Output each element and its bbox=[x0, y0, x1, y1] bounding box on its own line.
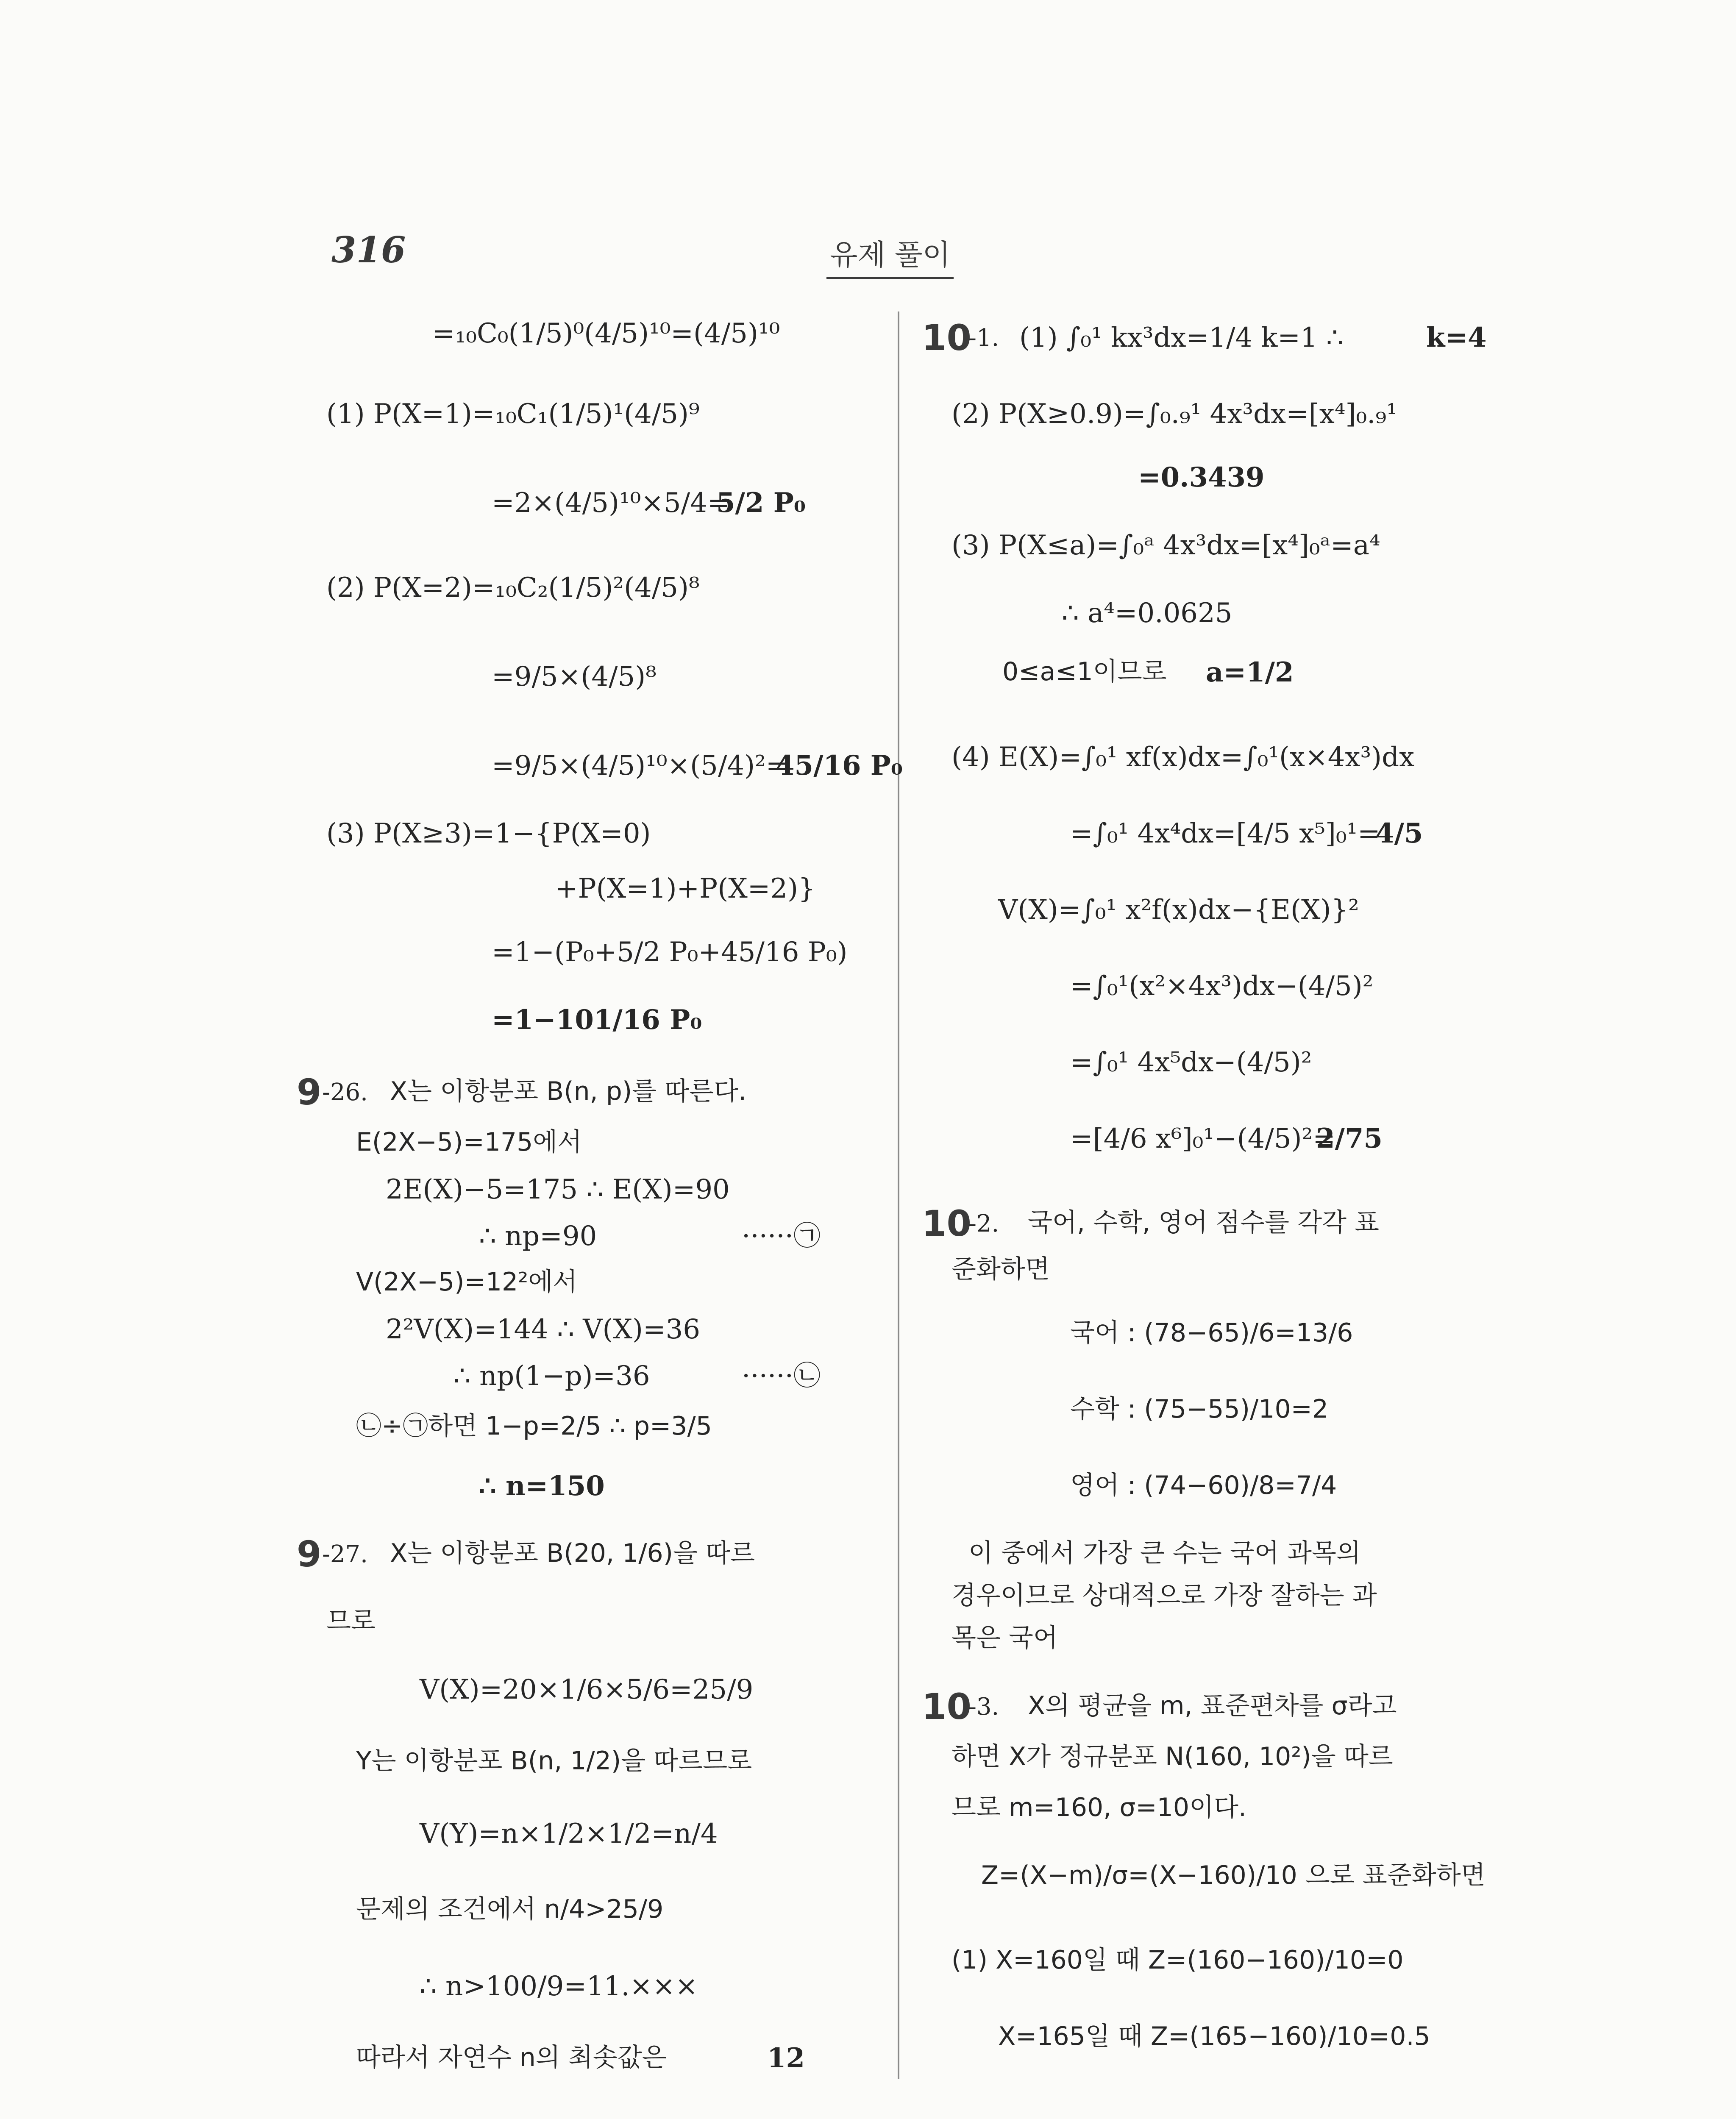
solution-line: (4) E(X)=∫₀¹ xf(x)dx=∫₀¹(x×4x³)dx bbox=[951, 742, 1415, 773]
solution-line: =∫₀¹(x²×4x³)dx−(4/5)² bbox=[1070, 971, 1374, 1002]
solution-line: X=165일 때 Z=(165−160)/10=0.5 bbox=[998, 2022, 1430, 2051]
problem-number: 9 bbox=[297, 1533, 322, 1575]
solution-line: 문제의 조건에서 n/4>25/9 bbox=[356, 1894, 664, 1924]
problem-number: 10 bbox=[922, 1686, 971, 1727]
solution-line: =∫₀¹ 4x⁵dx−(4/5)² bbox=[1070, 1047, 1312, 1078]
problem-subnumber: -2. bbox=[968, 1210, 999, 1237]
solution-line: 준화하면 bbox=[951, 1254, 1050, 1284]
problem-subnumber: -27. bbox=[322, 1541, 368, 1568]
solution-line: (2) P(X=2)=₁₀C₂(1/5)²(4/5)⁸ bbox=[326, 572, 700, 603]
solution-line: (3) P(X≤a)=∫₀ᵃ 4x³dx=[x⁴]₀ᵃ=a⁴ bbox=[951, 530, 1380, 561]
solution-line: 하면 X가 정규분포 N(160, 10²)을 따르 bbox=[951, 1742, 1393, 1771]
solution-line: X는 이항분포 B(n, p)를 따른다. bbox=[390, 1076, 747, 1106]
solution-line: +P(X=1)+P(X=2)} bbox=[555, 873, 815, 904]
result-value: 45/16 P₀ bbox=[776, 750, 903, 781]
result-value: a=1/2 bbox=[1206, 656, 1294, 688]
result-value: =0.3439 bbox=[1138, 462, 1265, 493]
solution-line: =9/5×(4/5)¹⁰×(5/4)²= bbox=[492, 750, 789, 781]
solution-line: V(X)=20×1/6×5/6=25/9 bbox=[420, 1674, 754, 1705]
solution-line: (1) X=160일 때 Z=(160−160)/10=0 bbox=[951, 1945, 1404, 1975]
solution-line: (1) ∫₀¹ kx³dx=1/4 k=1 ∴ bbox=[1019, 322, 1344, 353]
solution-line: =₁₀C₀(1/5)⁰(4/5)¹⁰=(4/5)¹⁰ bbox=[432, 318, 780, 349]
right-column bbox=[922, 311, 1490, 2087]
problem-subnumber: -3. bbox=[968, 1693, 999, 1721]
result-value: k=4 bbox=[1426, 322, 1487, 353]
problem-number: 9 bbox=[297, 1071, 322, 1113]
solution-line: 영어 : (74−60)/8=7/4 bbox=[1070, 1471, 1337, 1500]
result-value: 5/2 P₀ bbox=[716, 487, 806, 519]
solution-line: 국어, 수학, 영어 점수를 각각 표 bbox=[1028, 1208, 1380, 1237]
solution-line: =9/5×(4/5)⁸ bbox=[492, 661, 657, 692]
solution-line: 이 중에서 가장 큰 수는 국어 과목의 bbox=[968, 1538, 1361, 1568]
problem-subnumber: -1. bbox=[968, 324, 999, 352]
result-value: 12 bbox=[767, 2042, 805, 2074]
problem-number: 10 bbox=[922, 1203, 971, 1244]
equation-tag: ······㉠ bbox=[742, 1221, 821, 1252]
solution-line: ㉡÷㉠하면 1−p=2/5 ∴ p=3/5 bbox=[356, 1411, 712, 1441]
result-value: 2/75 bbox=[1316, 1123, 1383, 1154]
solution-line: Y는 이항분포 B(n, 1/2)을 따르므로 bbox=[356, 1746, 752, 1776]
solution-line: V(2X−5)=12²에서 bbox=[356, 1267, 578, 1297]
left-column bbox=[297, 311, 903, 2087]
solution-line: 므로 m=160, σ=10이다. bbox=[951, 1793, 1247, 1822]
equation-tag: ······㉡ bbox=[742, 1360, 821, 1392]
solution-line: (2) P(X≥0.9)=∫₀.₉¹ 4x³dx=[x⁴]₀.₉¹ bbox=[951, 398, 1397, 430]
solution-line: 2E(X)−5=175 ∴ E(X)=90 bbox=[386, 1174, 730, 1205]
solution-line: =1−(P₀+5/2 P₀+45/16 P₀) bbox=[492, 937, 848, 968]
solution-line: 경우이므로 상대적으로 가장 잘하는 과 bbox=[951, 1581, 1377, 1610]
solution-line: 2²V(X)=144 ∴ V(X)=36 bbox=[386, 1314, 701, 1345]
solution-line: ∴ np=90 bbox=[479, 1221, 597, 1252]
solution-line: (3) P(X≥3)=1−{P(X=0) bbox=[326, 818, 651, 849]
problem-number: 10 bbox=[922, 317, 971, 359]
solution-line: Z=(X−m)/σ=(X−160)/10 으로 표준화하면 bbox=[981, 1860, 1486, 1890]
solution-line: X는 이항분포 B(20, 1/6)을 따르 bbox=[390, 1538, 755, 1568]
solution-line: ∴ np(1−p)=36 bbox=[453, 1360, 650, 1392]
solution-line: =[4/6 x⁶]₀¹−(4/5)²= bbox=[1070, 1123, 1335, 1154]
solution-line: V(X)=∫₀¹ x²f(x)dx−{E(X)}² bbox=[998, 894, 1359, 926]
solution-line: =2×(4/5)¹⁰×5/4= bbox=[492, 487, 730, 519]
solution-line: 국어 : (78−65)/6=13/6 bbox=[1070, 1318, 1353, 1348]
solution-line: X의 평균을 m, 표준편차를 σ라고 bbox=[1028, 1691, 1397, 1721]
solution-line: =∫₀¹ 4x⁴dx=[4/5 x⁵]₀¹= bbox=[1070, 818, 1380, 849]
solution-line: 따라서 자연수 n의 최솟값은 bbox=[356, 2043, 667, 2072]
solution-line: 0≤a≤1이므로 bbox=[1002, 657, 1167, 687]
problem-subnumber: -26. bbox=[322, 1079, 368, 1106]
solution-line: V(Y)=n×1/2×1/2=n/4 bbox=[420, 1818, 718, 1849]
result-value: 4/5 bbox=[1375, 818, 1423, 849]
solution-line: 수학 : (75−55)/10=2 bbox=[1070, 1394, 1329, 1424]
solution-line: ∴ a⁴=0.0625 bbox=[1062, 598, 1232, 629]
solution-line: (1) P(X=1)=₁₀C₁(1/5)¹(4/5)⁹ bbox=[326, 398, 700, 430]
column-divider bbox=[898, 311, 899, 2079]
result-value: =1−101/16 P₀ bbox=[492, 1004, 702, 1036]
solution-line: 목은 국어 bbox=[951, 1623, 1058, 1653]
solution-line: ∴ n>100/9=11.××× bbox=[420, 1971, 698, 2002]
solution-line: 므로 bbox=[326, 1606, 376, 1636]
page-title: 유제 풀이 bbox=[826, 232, 954, 279]
result-value: ∴ n=150 bbox=[479, 1470, 605, 1502]
page-number: 316 bbox=[331, 229, 406, 271]
solution-line: E(2X−5)=175에서 bbox=[356, 1127, 582, 1157]
